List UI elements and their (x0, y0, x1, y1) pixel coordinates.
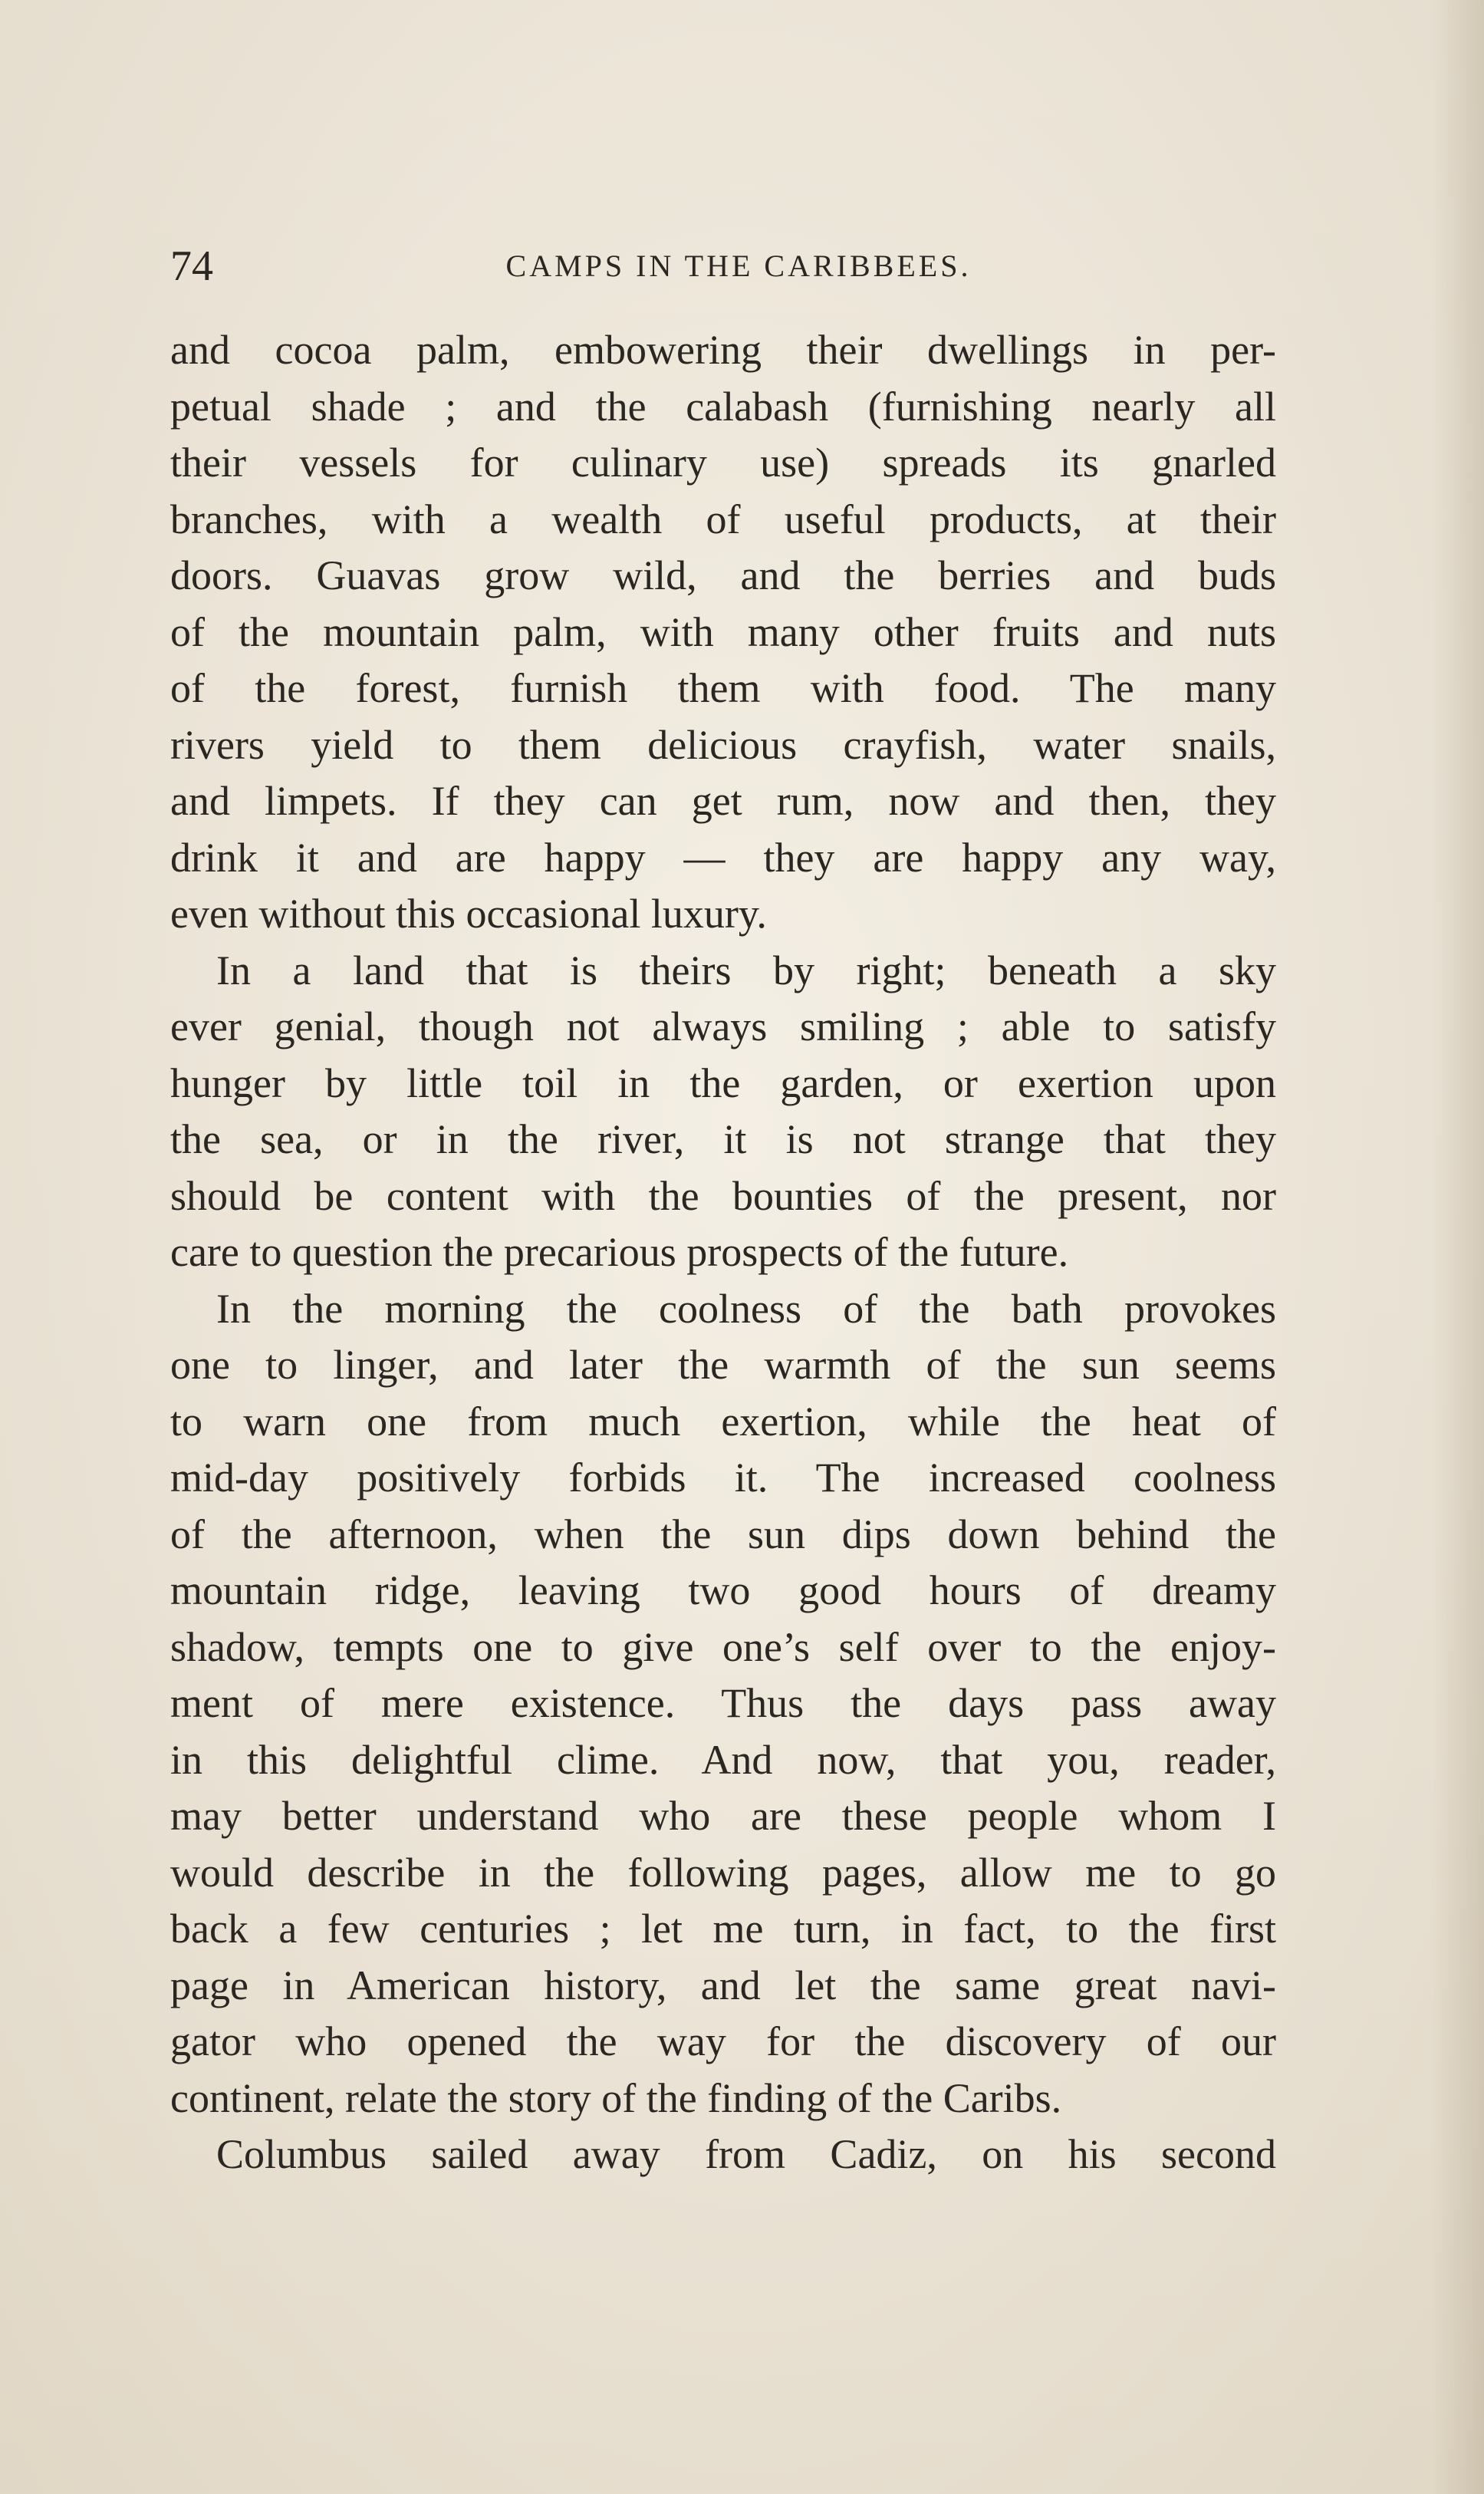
text-line: rivers yield to them delicious crayfish, water snails, (170, 721, 1276, 768)
text-line: ever genial, though not always smiling ; able to satisfy (170, 1003, 1276, 1049)
text-line: may better understand who are these people whom I (170, 1793, 1276, 1839)
text-line: mountain ridge, leaving two good hours of dreamy (170, 1567, 1276, 1613)
text-line: shadow, tempts one to give one’s self over to the enjoy- (170, 1623, 1276, 1670)
text-line: would describe in the following pages, allow me to go (170, 1849, 1276, 1896)
text-line: of the forest, furnish them with food. The many (170, 665, 1276, 711)
text-line: drink it and are happy — they are happy any way, (170, 834, 1276, 881)
text-line: hunger by little toil in the garden, or exertion upon (170, 1059, 1276, 1106)
paragraph-start-line: Columbus sailed away from Cadiz, on his second (216, 2131, 1276, 2177)
text-line: should be content with the bounties of the present, nor (170, 1172, 1276, 1219)
text-line: even without this occasional luxury. (170, 891, 767, 937)
text-line: continent, relate the story of the finding of the Caribs. (170, 2074, 1062, 2121)
text-line: doors. Guavas grow wild, and the berries and buds (170, 552, 1276, 598)
text-line: of the afternoon, when the sun dips down behind the (170, 1511, 1276, 1557)
running-head: CAMPS IN THE CARIBBEES. (505, 249, 972, 283)
text-line: in this delightful clime. And now, that you, reader, (170, 1736, 1276, 1783)
page-number: 74 (170, 242, 213, 290)
text-line: and cocoa palm, embowering their dwellings in per- (170, 327, 1276, 373)
text-line: branches, with a wealth of useful products, at their (170, 496, 1276, 542)
text-line: of the mountain palm, with many other fruits and nuts (170, 608, 1276, 655)
paragraph-start-line: In the morning the coolness of the bath provokes (216, 1285, 1276, 1332)
text-line: gator who opened the way for the discovery of our (170, 2018, 1276, 2064)
text-line: and limpets. If they can get rum, now and then, they (170, 778, 1276, 824)
text-line: care to question the precarious prospects of the future. (170, 1229, 1069, 1275)
text-line: to warn one from much exertion, while the heat of (170, 1398, 1276, 1445)
text-line: back a few centuries ; let me turn, in fact, to the first (170, 1906, 1276, 1952)
text-line: page in American history, and let the same great navi- (170, 1962, 1276, 2008)
page-edge-shadow (1430, 0, 1484, 2494)
page-header (170, 226, 1276, 311)
text-line: petual shade ; and the calabash (furnishing nearly all (170, 383, 1276, 430)
text-line: one to linger, and later the warmth of the sun seems (170, 1342, 1276, 1388)
text-line: the sea, or in the river, it is not strange that they (170, 1116, 1276, 1162)
text-line: mid-day positively forbids it. The increased coolness (170, 1455, 1276, 1501)
text-line: ment of mere existence. Thus the days pass away (170, 1680, 1276, 1726)
text-line: their vessels for culinary use) spreads its gnarled (170, 440, 1276, 486)
paragraph-start-line: In a land that is theirs by right; beneath a sky (216, 947, 1276, 993)
body-text (170, 322, 1276, 2183)
